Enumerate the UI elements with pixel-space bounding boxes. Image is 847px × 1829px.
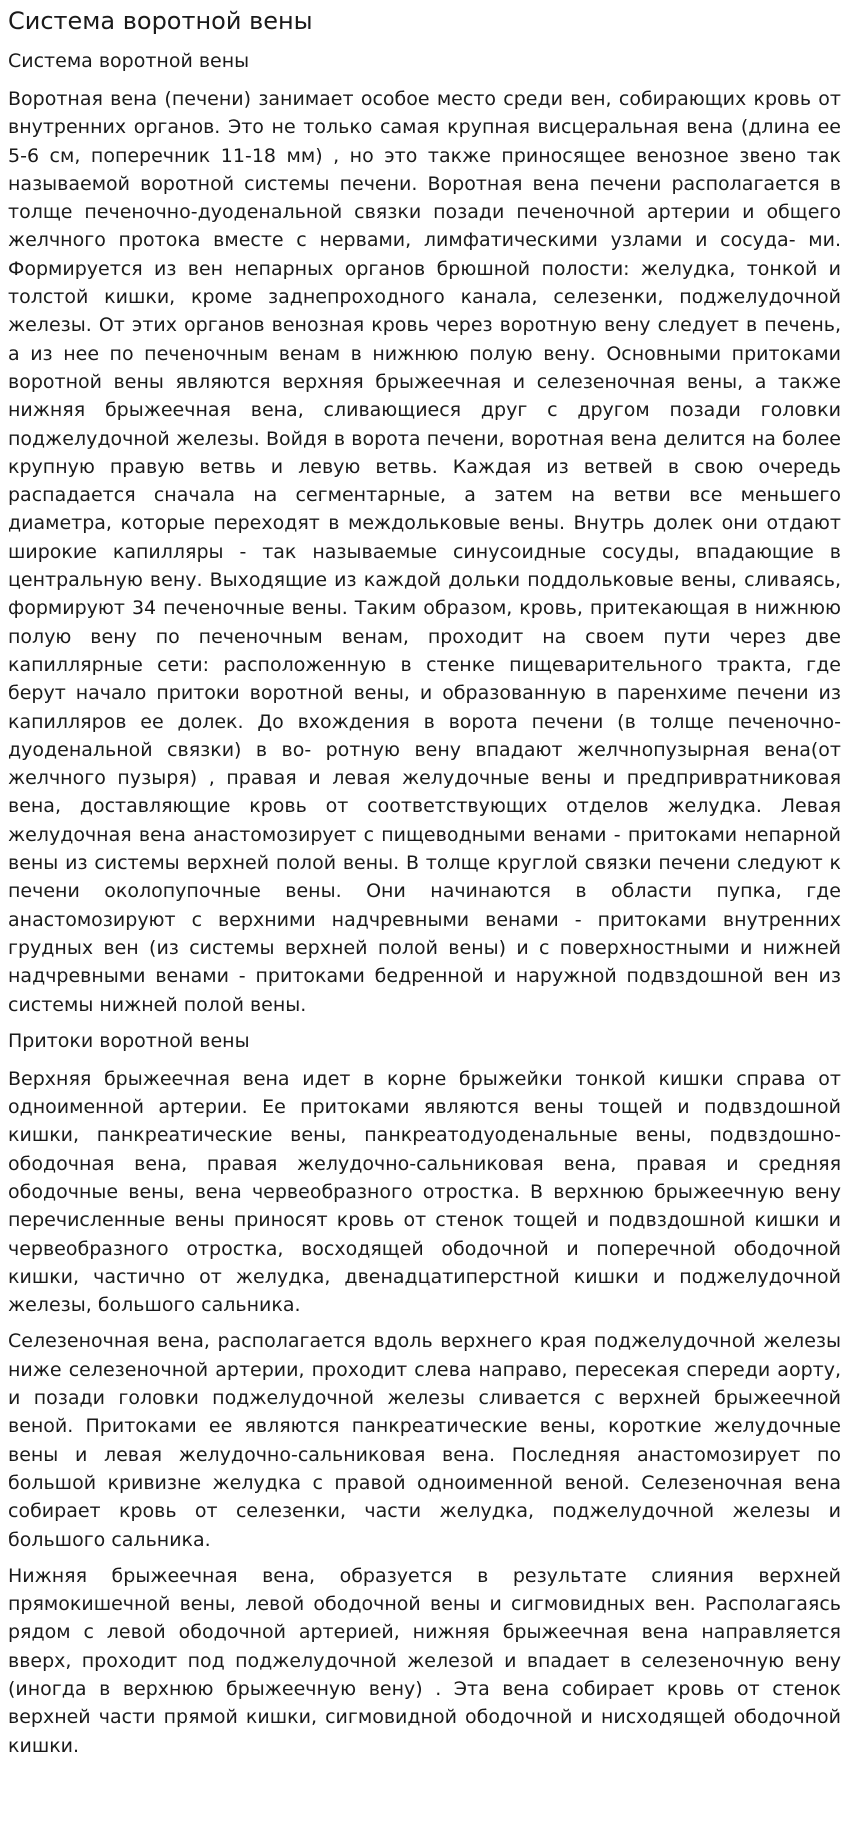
section-heading-portal-vein-system: Система воротной вены [8,50,250,72]
page-title: Система воротной вены [8,7,313,35]
paragraph-splenic-vein: Селезеночная вена, располагается вдоль верхнего края поджелудочной железы ниже селезеночной артерии, проходит слева направо, пересекая спереди аорту, и позади головки поджелудочной железы сливается с верхней брыжеечной веной. Притоками ее являются панкреатические вены, короткие желудочные вены и левая желудочно-сальниковая вена. Последняя анастомозирует по большой кривизне желудка с правой одноименной веной. Селезеночная вена собирает кровь от селезенки, части желудка, поджелудочной железы и большого сальника. [8,1330,841,1551]
paragraph-inferior-mesenteric-vein: Нижняя брыжеечная вена, образуется в результате слияния верхней прямокишечной вены, левой ободочной вены и сигмовидных вен. Располагаясь рядом с левой ободочной артерией, нижняя брыжеечная вена направляется вверх, проходит под поджелудочной железой и впадает в селезеночную вену (иногда в верхнюю брыжеечную вену) . Эта вена собирает кровь от стенок верхней части прямой кишки, сигмовидной ободочной и нисходящей ободочной кишки. [8,1564,841,1757]
article [8,7,841,1760]
section-heading-portal-vein-tributaries: Притоки воротной вены [8,1029,250,1052]
paragraph-superior-mesenteric-vein: Верхняя брыжеечная вена идет в корне брыжейки тонкой кишки справа от одноименной артерии. Ее притоками являются вены тощей и подвздошной кишки, панкреатические вены, панкреатодуоденальные вены, подвздошно-ободочная вена, правая желудочно-сальниковая вена, правая и средняя ободочные вены, вена червеобразного отростка. В верхнюю брыжеечную вену перечисленные вены приносят кровь от стенок тощей и подвздошной кишки и червеобразного отростка, восходящей ободочной и поперечной ободочной кишки, частично от желудка, двенадцатиперстной кишки и поджелудочной железы, большого сальника. [8,1067,841,1317]
paragraph-portal-vein-overview: Воротная вена (печени) занимает особое место среди вен, собирающих кровь от внутренних органов. Это не только самая крупная висцеральная вена (длина ее 5-6 см, поперечник 11-18 мм) , но это также приносящее венозное звено так называемой воротной системы печени. Воротная вена печени располагается в толще печеночно-дуоденальной связки позади печеночной артерии и общего желчного протока вместе с нервами, лимфатическими узлами и сосуда- ми. Формируется из вен непарных органов брюшной полости: желудка, тонкой и толстой кишки, кроме заднепроходного канала, селезенки, поджелудочной железы. От этих органов венозная кровь через воротную вену следует в печень, а из нее по печеночным венам в нижнюю полую вену. Основными притоками воротной вены являются верхняя брыжеечная и селезеночная вены, а также нижняя брыжеечная вена, сливающиеся друг с другом позади головки поджелудочной железы. Войдя в ворота печени, воротная вена делится на более крупную правую ветвь и левую ветвь. Каждая из ветвей в свою очередь распадается сначала на сегментарные, а затем на ветви все меньшего диаметра, которые переходят в междольковые вены. Внутрь долек они отдают широкие капилляры - так называемые синусоидные сосуды, впадающие в центральную вену. Выходящие из каждой дольки поддольковые вены, сливаясь, формируют 34 печеночные вены. Таким образом, кровь, притекающая в нижнюю полую вену по печеночным венам, проходит на своем пути через две капиллярные сети: расположенную в стенке пищеварительного тракта, где берут начало притоки воротной вены, и образованную в паренхиме печени из капилляров ее долек. До вхождения в ворота печени (в толще печеночно-дуоденальной связки) в во- ротную вену впадают желчнопузырная вена(от желчного пузыря) , правая и левая желудочные вены и предпривратниковая вена, доставляющие кровь от соответствующих отделов желудка. Левая желудочная вена анастомозирует с пищеводными венами - притоками непарной вены из системы верхней полой вены. В толще круглой связки печени следуют к печени околопупочные вены. Они начинаются в области пупка, где анастомозируют с верхними надчревными венами - притоками внутренних грудных вен (из системы верхней полой вены) и с поверхностными и нижней надчревными венами - притоками бедренной и наружной подвздошной вен из системы нижней полой вены. [8,88,841,1016]
